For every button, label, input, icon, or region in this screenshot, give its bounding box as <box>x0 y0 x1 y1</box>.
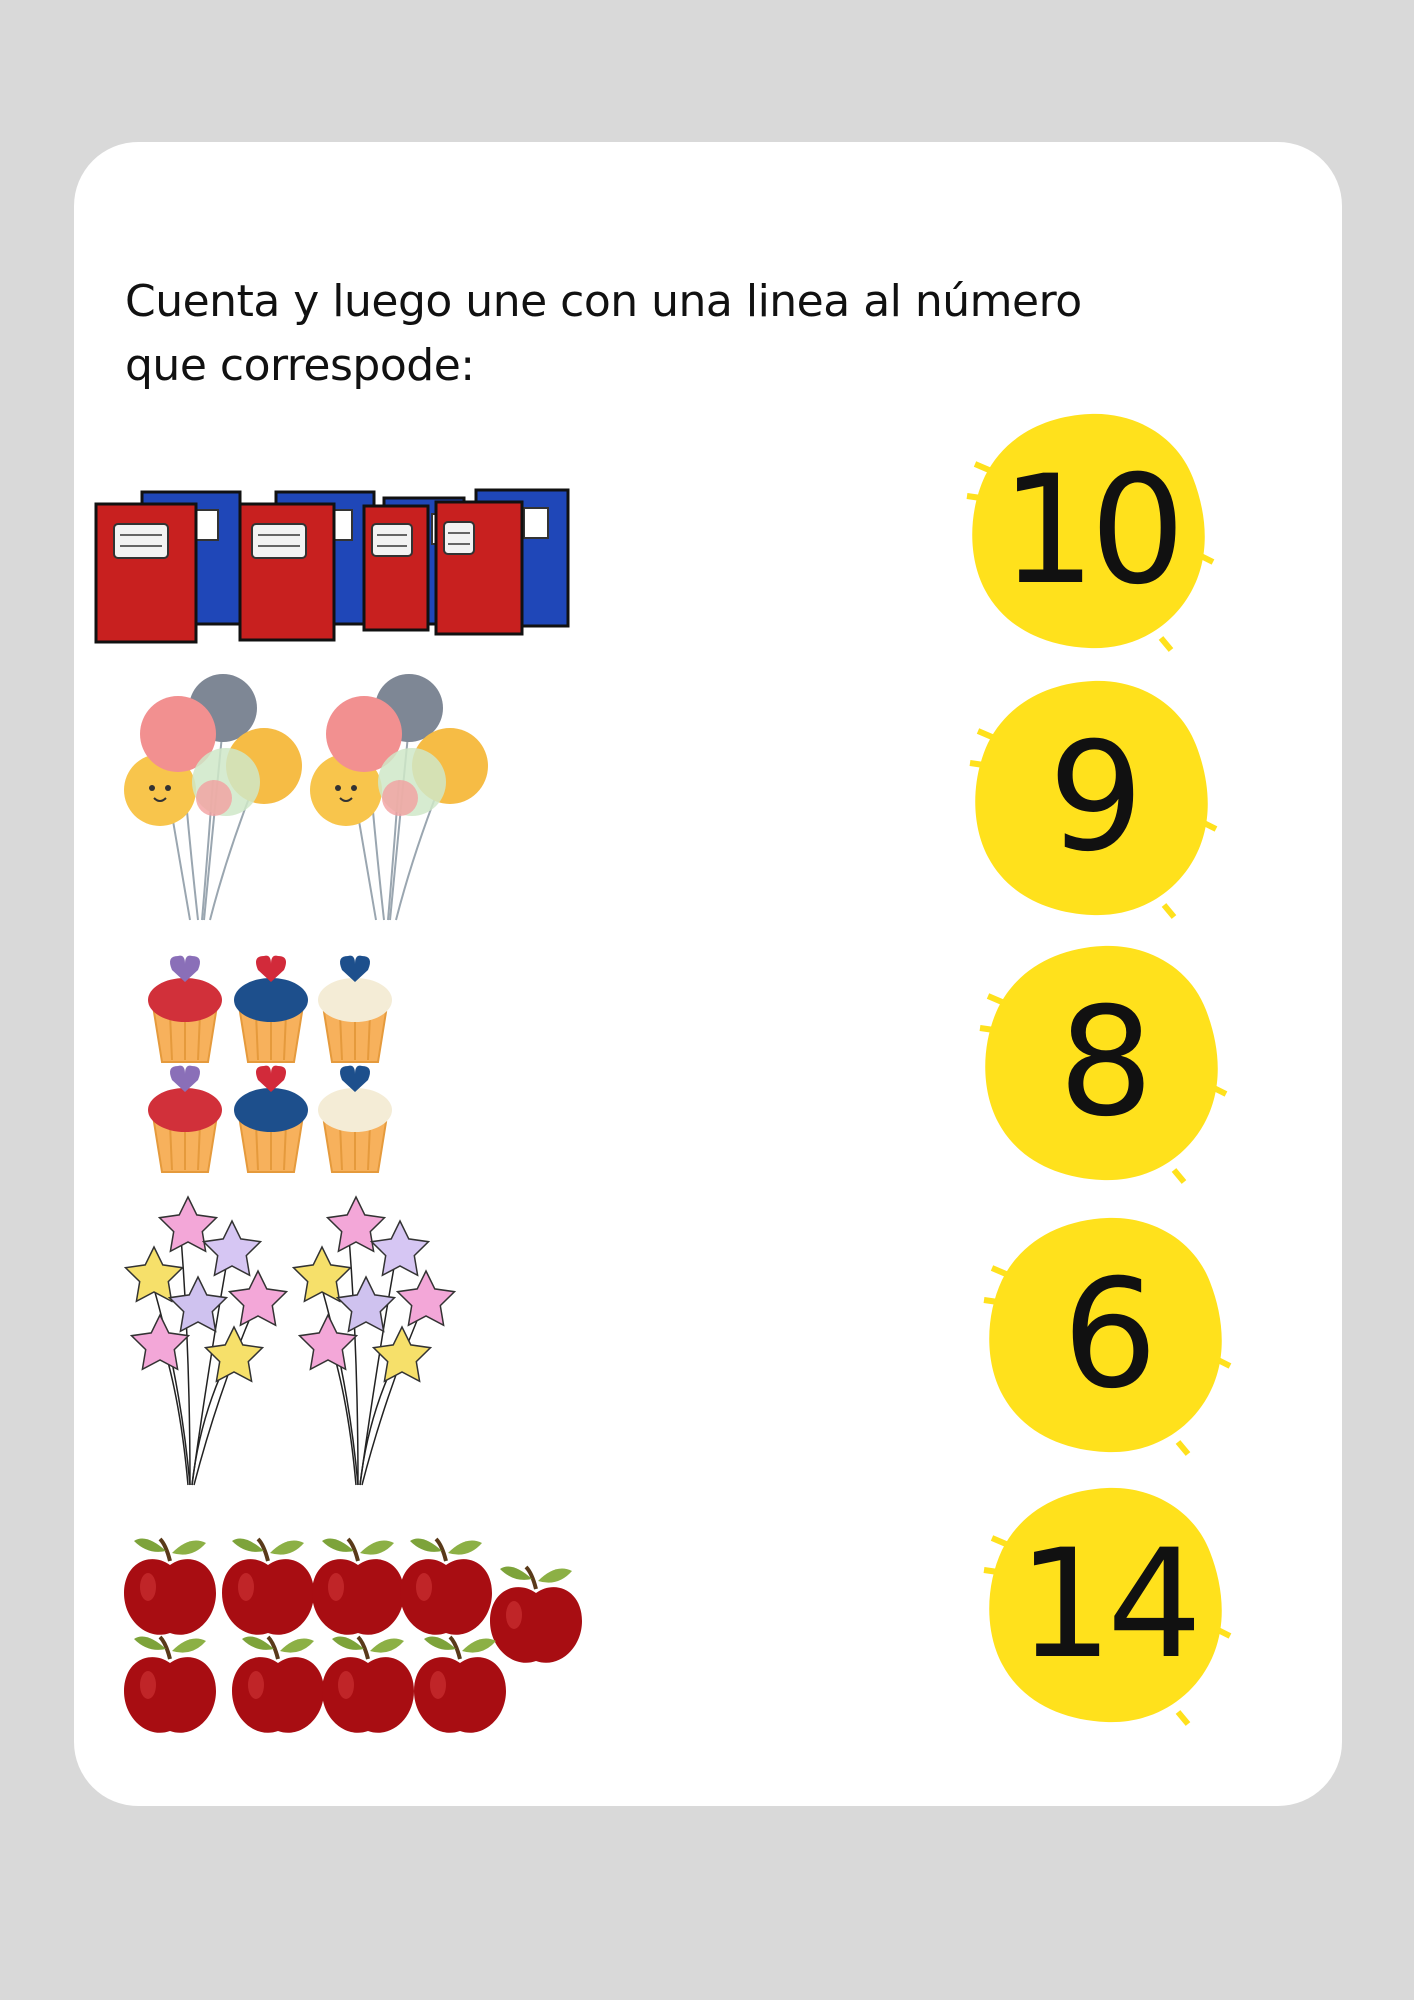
number-label: 14 <box>1017 1518 1197 1692</box>
apple-icon <box>124 1539 216 1635</box>
number-circle-8[interactable] <box>978 938 1228 1188</box>
apple-icon <box>222 1539 314 1635</box>
star-balloons-group <box>120 1195 470 1495</box>
apples-group <box>120 1515 590 1740</box>
notebook-icon <box>240 504 334 640</box>
instruction-text: Cuenta y luego une con una linea al número que correspode: <box>125 276 1082 391</box>
cupcake-icon <box>318 1066 392 1172</box>
notebooks-group <box>92 486 582 646</box>
apple-icon <box>232 1637 324 1733</box>
notebook-icon <box>96 504 196 642</box>
number-label: 6 <box>1062 1248 1152 1422</box>
apple-icon <box>414 1637 506 1733</box>
notebook-icon <box>364 506 428 630</box>
number-label: 10 <box>1000 444 1180 618</box>
balloon-icon <box>310 674 488 920</box>
number-label: 8 <box>1058 976 1148 1150</box>
number-label: 9 <box>1048 711 1138 885</box>
balloon-icon <box>124 674 302 920</box>
cupcake-icon <box>148 956 222 1062</box>
number-circle-9[interactable] <box>968 673 1218 923</box>
cupcake-icon <box>318 956 392 1062</box>
cupcake-icon <box>234 1066 308 1172</box>
apple-icon <box>124 1637 216 1733</box>
star-balloon-icon <box>126 1197 287 1485</box>
star-balloon-icon <box>294 1197 455 1485</box>
cupcake-icon <box>148 1066 222 1172</box>
cupcake-icon <box>234 956 308 1062</box>
number-circle-14[interactable] <box>982 1480 1232 1730</box>
cupcakes-group <box>146 952 406 1192</box>
apple-icon <box>490 1567 582 1663</box>
apple-icon <box>322 1637 414 1733</box>
number-circle-6[interactable] <box>982 1210 1232 1460</box>
apple-icon <box>312 1539 404 1635</box>
balloons-group <box>118 670 498 925</box>
number-circle-10[interactable] <box>965 406 1215 656</box>
notebook-icon <box>436 502 522 634</box>
apple-icon <box>400 1539 492 1635</box>
